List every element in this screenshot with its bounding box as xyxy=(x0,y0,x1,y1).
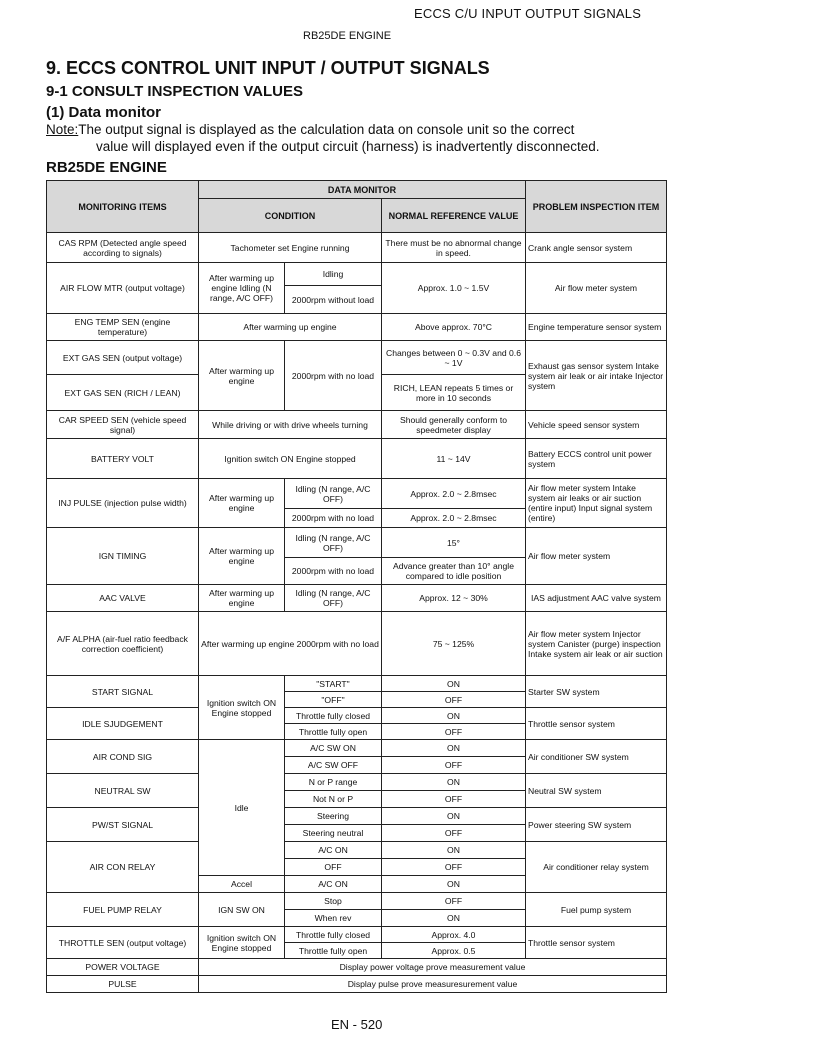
table-cell: AIR FLOW MTR (output voltage) xyxy=(47,263,199,314)
table-cell: After warming up engine xyxy=(199,314,382,341)
table-cell: After warming up engine 2000rpm with no load xyxy=(199,612,382,676)
table-cell: Air flow meter system xyxy=(526,528,667,585)
table-cell: IDLE SJUDGEMENT xyxy=(47,708,199,740)
table-cell: Advance greater than 10° angle compared to idle position xyxy=(382,558,526,585)
table-cell: Steering xyxy=(285,808,382,825)
table-cell: Display pulse prove measuresurement value xyxy=(199,976,667,993)
table-cell: THROTTLE SEN (output voltage) xyxy=(47,927,199,959)
table-cell: Not N or P xyxy=(285,791,382,808)
table-cell: A/C SW ON xyxy=(285,740,382,757)
table-cell: "OFF" xyxy=(285,692,382,708)
table-cell: ON xyxy=(382,842,526,859)
header-data-monitor: DATA MONITOR xyxy=(199,181,526,199)
page-number: EN - 520 xyxy=(331,1017,383,1032)
table-cell: Ignition switch ON Engine stopped xyxy=(199,927,285,959)
table-cell: START SIGNAL xyxy=(47,676,199,708)
table-cell: OFF xyxy=(382,825,526,842)
data-monitor-table xyxy=(46,180,667,993)
table-cell: Vehicle speed sensor system xyxy=(526,411,667,439)
table-cell: Steering neutral xyxy=(285,825,382,842)
table-cell: Approx. 2.0 ~ 2.8msec xyxy=(382,509,526,528)
table-cell: RICH, LEAN repeats 5 times or more in 10 seconds xyxy=(382,375,526,411)
table-cell: AAC VALVE xyxy=(47,585,199,612)
table-cell: Air conditioner SW system xyxy=(526,740,667,774)
table-cell: Battery ECCS control unit power system xyxy=(526,439,667,479)
table-cell: 2000rpm with no load xyxy=(285,341,382,411)
table-cell: Accel xyxy=(199,876,285,893)
table-cell: ON xyxy=(382,774,526,791)
table-cell: PULSE xyxy=(47,976,199,993)
table-cell: ON xyxy=(382,676,526,692)
table-cell: AIR COND SIG xyxy=(47,740,199,774)
table-cell: OFF xyxy=(382,791,526,808)
table-cell: IGN TIMING xyxy=(47,528,199,585)
table-cell: A/C ON xyxy=(285,876,382,893)
table-cell: AIR CON RELAY xyxy=(47,842,199,893)
table-cell: Stop xyxy=(285,893,382,910)
table-cell: Above approx. 70°C xyxy=(382,314,526,341)
table-cell: Approx. 0.5 xyxy=(382,943,526,959)
note-label: Note: xyxy=(46,122,79,137)
header-monitoring-items: MONITORING ITEMS xyxy=(47,181,199,233)
table-cell: EXT GAS SEN (RICH / LEAN) xyxy=(47,375,199,411)
table-cell: FUEL PUMP RELAY xyxy=(47,893,199,927)
table-cell: After warming up engine xyxy=(199,585,285,612)
table-cell: After warming up engine xyxy=(199,479,285,528)
table-cell: Air flow meter system Injector system Canister (purge) inspection Intake system air leak or air suction xyxy=(526,612,667,676)
table-cell: OFF xyxy=(382,893,526,910)
table-cell: OFF xyxy=(382,757,526,774)
table-cell: Neutral SW system xyxy=(526,774,667,808)
table-cell: Display power voltage prove measurement value xyxy=(199,959,667,976)
table-cell: A/F ALPHA (air-fuel ratio feedback correction coefficient) xyxy=(47,612,199,676)
table-cell: INJ PULSE (injection pulse width) xyxy=(47,479,199,528)
note xyxy=(46,121,666,155)
table-cell: BATTERY VOLT xyxy=(47,439,199,479)
table-cell: A/C ON xyxy=(285,842,382,859)
table-cell: Approx. 1.0 ~ 1.5V xyxy=(382,263,526,314)
table-cell: Throttle fully closed xyxy=(285,708,382,724)
table-cell: Ignition switch ON Engine stopped xyxy=(199,676,285,740)
table-cell: 2000rpm with no load xyxy=(285,509,382,528)
table-cell: ON xyxy=(382,876,526,893)
table-cell: IAS adjustment AAC valve system xyxy=(526,585,667,612)
table-cell: While driving or with drive wheels turning xyxy=(199,411,382,439)
table-cell: After warming up engine xyxy=(199,528,285,585)
table-cell: CAS RPM (Detected angle speed according to signals) xyxy=(47,233,199,263)
table-cell: IGN SW ON xyxy=(199,893,285,927)
table-cell: Fuel pump system xyxy=(526,893,667,927)
table-cell: ENG TEMP SEN (engine temperature) xyxy=(47,314,199,341)
table-cell: Throttle fully closed xyxy=(285,927,382,943)
table-cell: A/C SW OFF xyxy=(285,757,382,774)
table-cell: ON xyxy=(382,808,526,825)
table-cell: Ignition switch ON Engine stopped xyxy=(199,439,382,479)
table-cell: Changes between 0 ~ 0.3V and 0.6 ~ 1V xyxy=(382,341,526,375)
table-cell: "START" xyxy=(285,676,382,692)
header-problem-inspection: PROBLEM INSPECTION ITEM xyxy=(526,181,667,233)
table-cell: After warming up engine xyxy=(199,341,285,411)
table-cell: When rev xyxy=(285,910,382,927)
table-cell: Throttle fully open xyxy=(285,724,382,740)
table-cell: Idling xyxy=(285,263,382,286)
table-cell: Starter SW system xyxy=(526,676,667,708)
running-subheader: RB25DE ENGINE xyxy=(303,30,392,42)
header-condition: CONDITION xyxy=(199,199,382,233)
table-cell: Should generally conform to speedmeter display xyxy=(382,411,526,439)
table-cell: 2000rpm without load xyxy=(285,286,382,314)
table-cell: 2000rpm with no load xyxy=(285,558,382,585)
table-cell: OFF xyxy=(382,692,526,708)
note-line-2: value will displayed even if the output circuit (harness) is inadvertently disconnected. xyxy=(96,139,600,154)
running-header: ECCS C/U INPUT OUTPUT SIGNALS xyxy=(414,6,642,21)
table-cell: Idling (N range, A/C OFF) xyxy=(285,585,382,612)
table-cell: N or P range xyxy=(285,774,382,791)
item-heading: (1) Data monitor xyxy=(46,104,162,121)
table-cell: Throttle fully open xyxy=(285,943,382,959)
engine-heading: RB25DE ENGINE xyxy=(46,159,167,176)
table-cell: OFF xyxy=(285,859,382,876)
table-cell: Approx. 12 ~ 30% xyxy=(382,585,526,612)
table-cell: POWER VOLTAGE xyxy=(47,959,199,976)
table-cell: Power steering SW system xyxy=(526,808,667,842)
table-cell: Idling (N range, A/C OFF) xyxy=(285,528,382,558)
table-cell: OFF xyxy=(382,724,526,740)
table-cell: ON xyxy=(382,740,526,757)
subsection-heading: 9-1 CONSULT INSPECTION VALUES xyxy=(46,83,303,100)
table-cell: Air conditioner relay system xyxy=(526,842,667,893)
table-cell: 75 ~ 125% xyxy=(382,612,526,676)
table-cell: ON xyxy=(382,708,526,724)
table-cell: After warming up engine Idling (N range, A/C OFF) xyxy=(199,263,285,314)
table-cell: Idle xyxy=(199,740,285,876)
table-cell: Idling (N range, A/C OFF) xyxy=(285,479,382,509)
table-cell: 15° xyxy=(382,528,526,558)
table-cell: Approx. 4.0 xyxy=(382,927,526,943)
table-cell: PW/ST SIGNAL xyxy=(47,808,199,842)
table-cell: Exhaust gas sensor system Intake system air leak or air intake Injector system xyxy=(526,341,667,411)
table-cell: Air flow meter system Intake system air leaks or air suction (entire input) Input signal system (entire) xyxy=(526,479,667,528)
table-cell: Throttle sensor system xyxy=(526,927,667,959)
table-cell: Air flow meter system xyxy=(526,263,667,314)
table-cell: CAR SPEED SEN (vehicle speed signal) xyxy=(47,411,199,439)
table-cell: Approx. 2.0 ~ 2.8msec xyxy=(382,479,526,509)
table-cell: Crank angle sensor system xyxy=(526,233,667,263)
table-cell: Throttle sensor system xyxy=(526,708,667,740)
note-line-1: The output signal is displayed as the calculation data on console unit so the correct xyxy=(78,122,575,137)
header-normal-reference: NORMAL REFERENCE VALUE xyxy=(382,199,526,233)
section-heading: 9. ECCS CONTROL UNIT INPUT / OUTPUT SIGNALS xyxy=(46,58,490,78)
table-cell: OFF xyxy=(382,859,526,876)
table-cell: EXT GAS SEN (output voltage) xyxy=(47,341,199,375)
table-cell: NEUTRAL SW xyxy=(47,774,199,808)
table-cell: 11 ~ 14V xyxy=(382,439,526,479)
table-cell: There must be no abnormal change in speed. xyxy=(382,233,526,263)
table-cell: ON xyxy=(382,910,526,927)
table-cell: Engine temperature sensor system xyxy=(526,314,667,341)
table-cell: Tachometer set Engine running xyxy=(199,233,382,263)
